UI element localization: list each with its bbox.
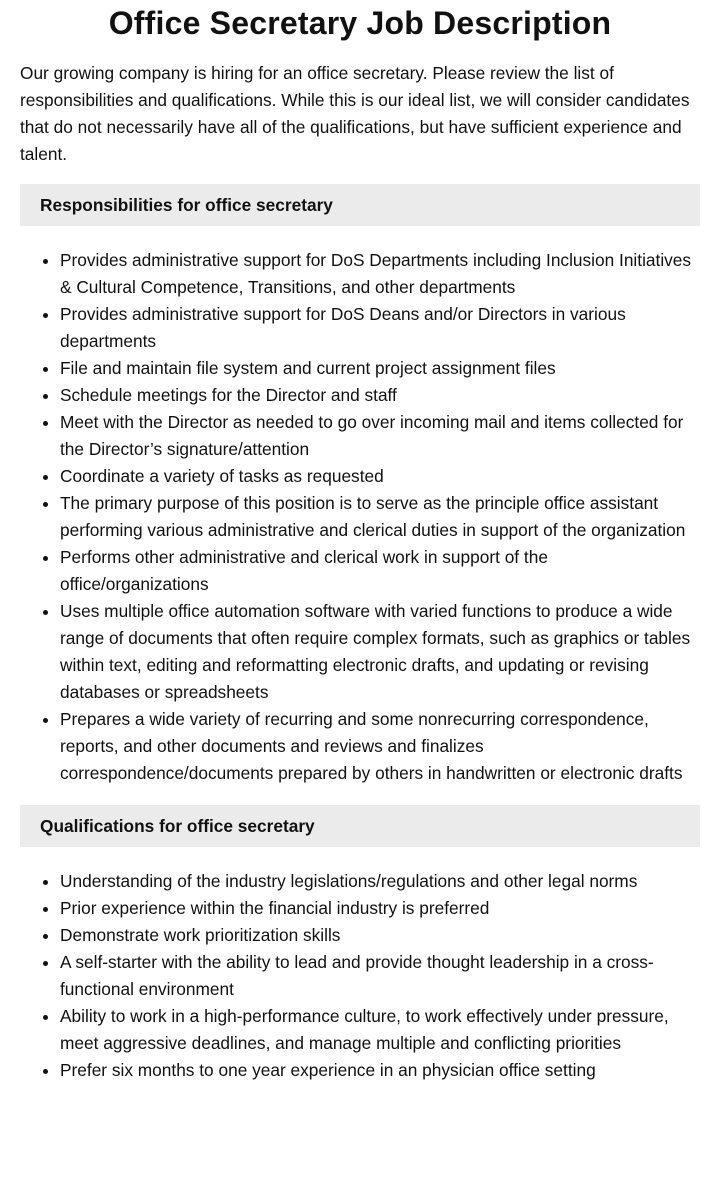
list-item: • Prior experience within the financial industry is preferred bbox=[60, 895, 700, 922]
list-item: • A self-starter with the ability to lead and provide thought leadership in a cross-functional environment bbox=[60, 949, 700, 1003]
list-item: • Schedule meetings for the Director and staff bbox=[60, 382, 700, 409]
list-item: • Coordinate a variety of tasks as requested bbox=[60, 463, 700, 490]
list-item: • Understanding of the industry legislations/regulations and other legal norms bbox=[60, 868, 700, 895]
list-item: • Prepares a wide variety of recurring and some nonrecurring correspondence, reports, and other documents and reviews and finalizes correspondence/documents prepared by others in handwritten or electronic drafts bbox=[60, 706, 700, 787]
list-item: • Provides administrative support for DoS Departments including Inclusion Initiatives & Cultural Competence, Transitions, and other departments bbox=[60, 247, 700, 301]
list-item: • File and maintain file system and current project assignment files bbox=[60, 355, 700, 382]
list-item: • Provides administrative support for DoS Deans and/or Directors in various departments bbox=[60, 301, 700, 355]
qualifications-list bbox=[20, 868, 700, 1084]
responsibilities-heading: Responsibilities for office secretary bbox=[20, 184, 700, 226]
list-item: • Ability to work in a high-performance culture, to work effectively under pressure, meet aggressive deadlines, and manage multiple and conflicting priorities bbox=[60, 1003, 700, 1057]
responsibilities-list bbox=[20, 247, 700, 787]
qualifications-heading: Qualifications for office secretary bbox=[20, 805, 700, 847]
list-item: • Prefer six months to one year experience in an physician office setting bbox=[60, 1057, 700, 1084]
list-item: • Meet with the Director as needed to go over incoming mail and items collected for the Director’s signature/attention bbox=[60, 409, 700, 463]
intro-paragraph: Our growing company is hiring for an office secretary. Please review the list of responsibilities and qualifications. While this is our ideal list, we will consider candidates that do not necessarily have all of the qualifications, but have sufficient experience and talent. bbox=[20, 63, 690, 164]
page-title: Office Secretary Job Description bbox=[108, 5, 612, 41]
list-item: • Demonstrate work prioritization skills bbox=[60, 922, 700, 949]
list-item: • The primary purpose of this position is to serve as the principle office assistant performing various administrative and clerical duties in support of the organization bbox=[60, 490, 700, 544]
list-item: • Performs other administrative and clerical work in support of the office/organizations bbox=[60, 544, 700, 598]
list-item: • Uses multiple office automation software with varied functions to produce a wide range of documents that often require complex formats, such as graphics or tables within text, editing and reformatting electronic drafts, and updating or revising databases or spreadsheets bbox=[60, 598, 700, 706]
